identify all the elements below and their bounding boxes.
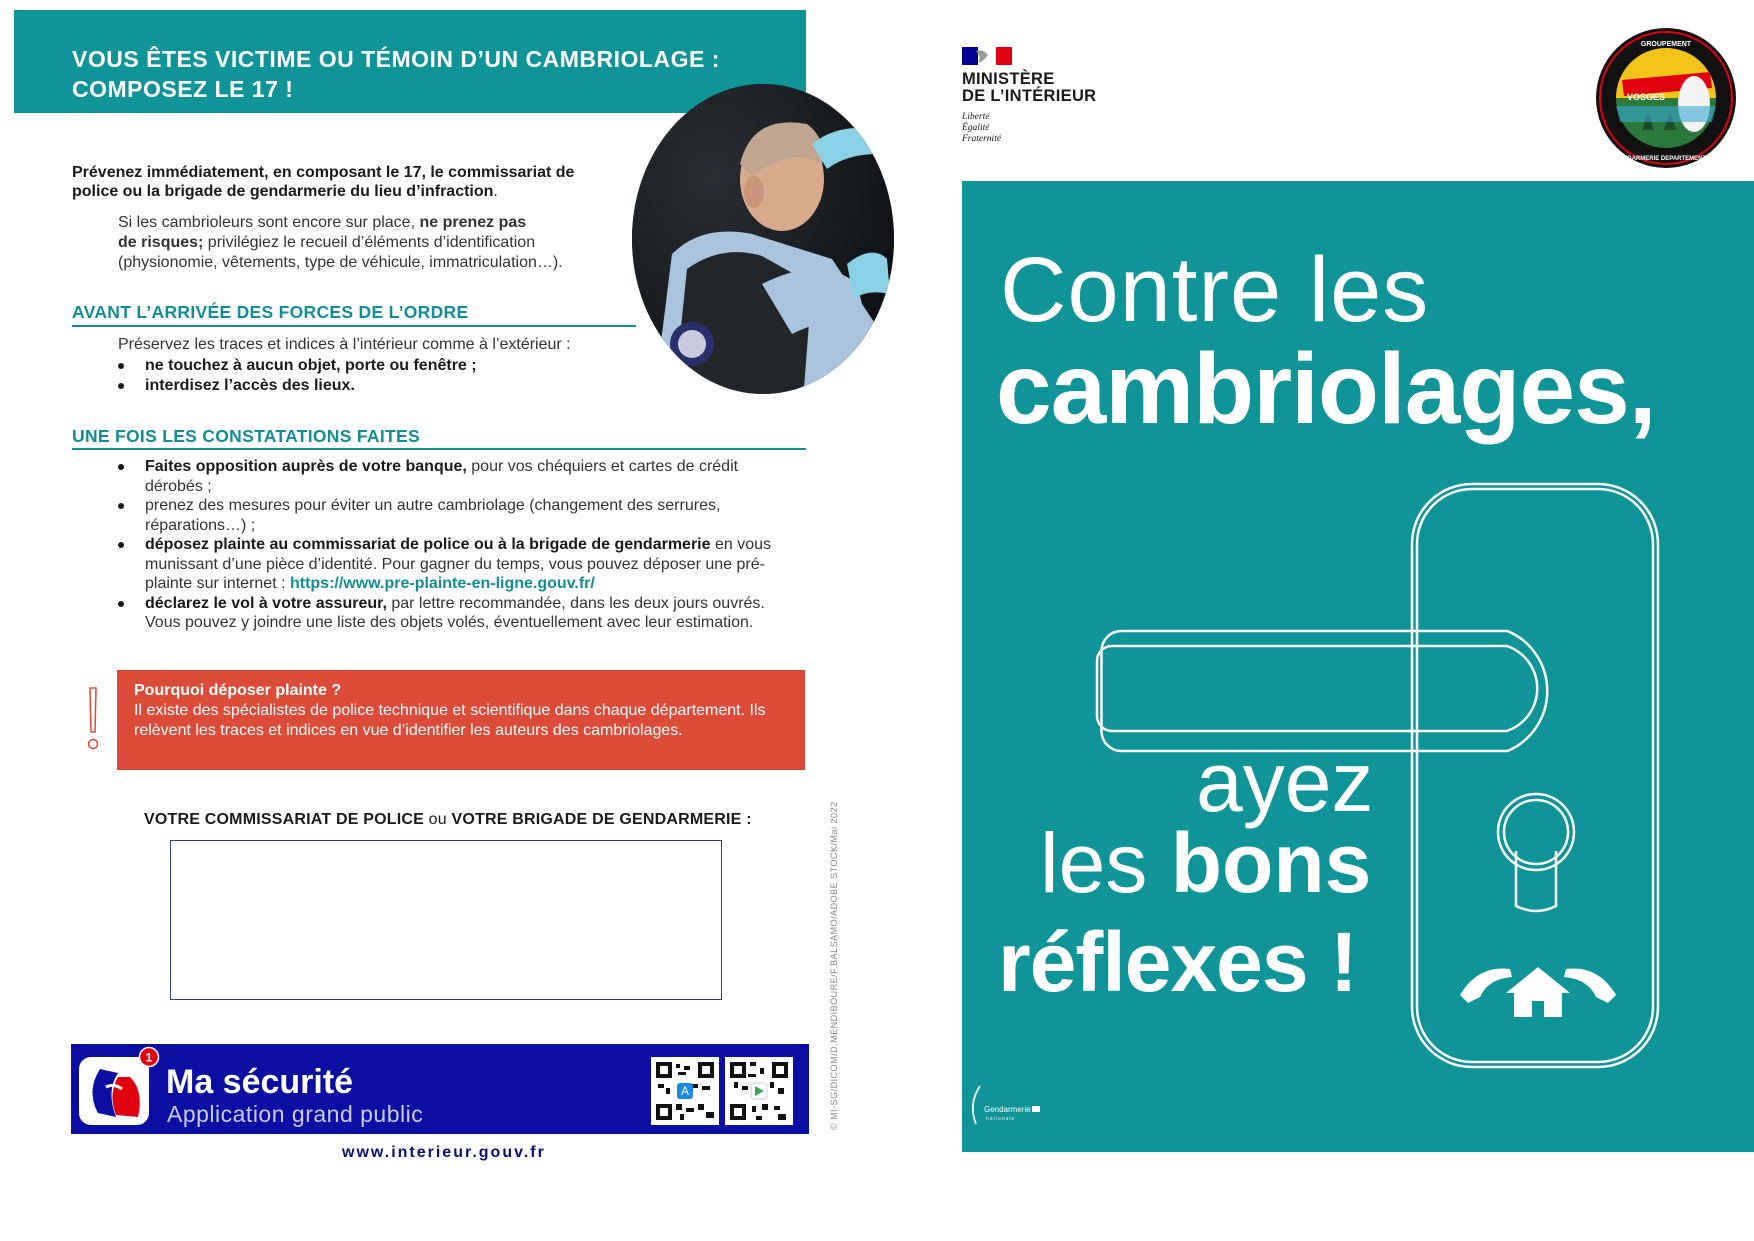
advice-line-3: (physionomie, vêtements, type de véhicule, immatriculation…).	[118, 254, 563, 271]
ministry-motto	[962, 112, 1001, 145]
bullet	[118, 363, 124, 369]
list-item	[118, 594, 778, 633]
exclamation-icon	[86, 686, 100, 752]
station-label-part-1: VOTRE COMMISSARIAT DE POLICE	[144, 811, 429, 828]
section1-rule	[72, 325, 636, 327]
banner-title	[72, 44, 772, 104]
advice-line-1-bold: ne prenez pas	[419, 214, 527, 231]
bullet	[118, 503, 124, 509]
section1-item-1: ne touchez à aucun objet, porte ou fenêtre ;	[145, 357, 477, 374]
advice-line-2-bold: de risques;	[118, 234, 204, 251]
ministry-line-2: DE L’INTÉRIEUR	[962, 87, 1097, 105]
intro-line-1: Prévenez immédiatement, en composant le 17, le commissariat de	[72, 164, 575, 181]
section2-heading: UNE FOIS LES CONSTATATIONS FAITES	[72, 426, 420, 446]
qr-code-google-play[interactable]	[725, 1057, 793, 1125]
motto-egalite: Égalité	[962, 123, 990, 133]
station-label-ou: ou	[428, 811, 447, 828]
section2-list	[118, 457, 778, 633]
section2-item-1-bold: Faites opposition auprès de votre banque,	[145, 458, 467, 475]
intro-line-2-end: .	[493, 183, 498, 200]
station-label-part-2: VOTRE BRIGADE DE GENDARMERIE :	[446, 811, 752, 828]
emblem-center-text: VOSGES	[1626, 92, 1666, 102]
section1-intro: Préservez les traces et indices à l’intérieur comme à l’extérieur :	[118, 336, 571, 353]
motto-liberte: Liberté	[962, 112, 990, 122]
bullet	[118, 601, 124, 607]
gendarmerie-logo-subtext: nationale	[986, 1116, 1016, 1122]
gendarme-illustration	[632, 84, 894, 394]
gendarmerie-logo-text: Gendarmerie	[984, 1105, 1031, 1114]
banner-line-2: COMPOSEZ LE 17 !	[72, 76, 294, 102]
banner-line-1: VOUS ÊTES VICTIME OU TÉMOIN D’UN CAMBRIOLAGE :	[72, 46, 720, 72]
ministry-line-1: MINISTÈRE	[962, 70, 1055, 88]
advice-paragraph	[118, 213, 638, 273]
section2-item-3: en vous munissant d’une pièce d’identité. Pour gagner du temps, vous pouvez déposer une pré-plainte sur internet :	[145, 536, 771, 592]
poster-line-4	[1040, 815, 1371, 912]
section2-item-1: pour vos chéquiers et cartes de crédit dérobés ;	[145, 458, 739, 495]
list-item	[118, 376, 638, 396]
poster-line-1: Contre les	[1000, 239, 1430, 341]
gendarmerie-nationale-logo	[966, 1082, 1046, 1128]
station-label	[144, 811, 752, 829]
gendarmerie-vosges-emblem	[1594, 26, 1738, 170]
intro-line-2: police ou la brigade de gendarmerie du lieu d’infraction	[72, 183, 494, 200]
section2-item-2: prenez des mesures pour éviter un autre cambriolage (changement des serrures, réparations…) ;	[145, 497, 721, 534]
bullet	[118, 542, 124, 548]
list-item	[118, 356, 638, 376]
list-item	[118, 457, 778, 496]
emblem-bottom-text: GENDARMERIE DEPARTEMENTALE	[1614, 156, 1718, 162]
bullet	[118, 383, 124, 389]
qr-code-app-store[interactable]	[651, 1057, 719, 1125]
section1-list	[118, 356, 638, 395]
alert-body: Il existe des spécialistes de police technique et scientifique dans chaque département. Ils relèvent les traces et indices en vue d’identifier les auteurs des cambriolages.	[134, 702, 766, 739]
motto-fraternite: Fraternité	[962, 134, 1002, 144]
poster-line-4-b: bons	[1170, 816, 1372, 910]
ministry-name	[962, 71, 1096, 105]
section1-heading: AVANT L’ARRIVÉE DES FORCES DE L’ORDRE	[72, 302, 469, 322]
alert-title: Pourquoi déposer plainte ?	[134, 682, 342, 699]
poster-line-5: réflexes !	[998, 915, 1357, 1009]
photo-credit: © MI-SG/DICOM/D.MENDIBOURE/F.BALSAMO/ADOBE STOCK/Mai 2022	[829, 801, 839, 1130]
list-item	[118, 535, 778, 594]
app-title: Ma sécurité	[166, 1063, 354, 1101]
pre-plainte-link[interactable]: https://www.pre-plainte-en-ligne.gouv.fr/	[289, 575, 595, 592]
section2-rule	[72, 448, 806, 450]
badge-count: 1	[145, 1050, 153, 1065]
section2-item-4: par lettre recommandée, dans les deux jours ouvrés. Vous pouvez y joindre une liste des objets volés, éventuellement avec leur estimation.	[145, 594, 765, 631]
section2-item-4-bold: déclarez le vol à votre assureur,	[145, 594, 387, 612]
poster-line-4-a: les	[1040, 816, 1171, 910]
section2-item-3-bold: déposez plainte au commissariat de police ou à la brigade de gendarmerie	[145, 536, 711, 553]
gendarme-photo	[632, 84, 894, 394]
advice-line-1: Si les cambrioleurs sont encore sur place,	[118, 214, 420, 231]
svg-text:A: A	[680, 1084, 690, 1098]
advice-line-2: privilégiez le recueil d’éléments d’identification	[203, 234, 536, 251]
poster-line-2: cambriolages,	[996, 333, 1656, 445]
intro-paragraph	[72, 163, 632, 201]
bullet	[118, 464, 124, 470]
section1-item-2: interdisez l’accès des lieux.	[145, 376, 355, 394]
hands-house-icon	[1458, 955, 1618, 1025]
notification-badge	[138, 1046, 160, 1068]
marianne-logo-icon	[962, 47, 1012, 67]
emblem-top-text: GROUPEMENT	[1640, 41, 1692, 48]
station-input-box[interactable]	[170, 840, 722, 1000]
list-item	[118, 496, 778, 535]
website-link[interactable]: www.interieur.gouv.fr	[342, 1144, 546, 1161]
poster-line-3: ayez	[1196, 735, 1374, 829]
app-subtitle: Application grand public	[167, 1101, 424, 1127]
